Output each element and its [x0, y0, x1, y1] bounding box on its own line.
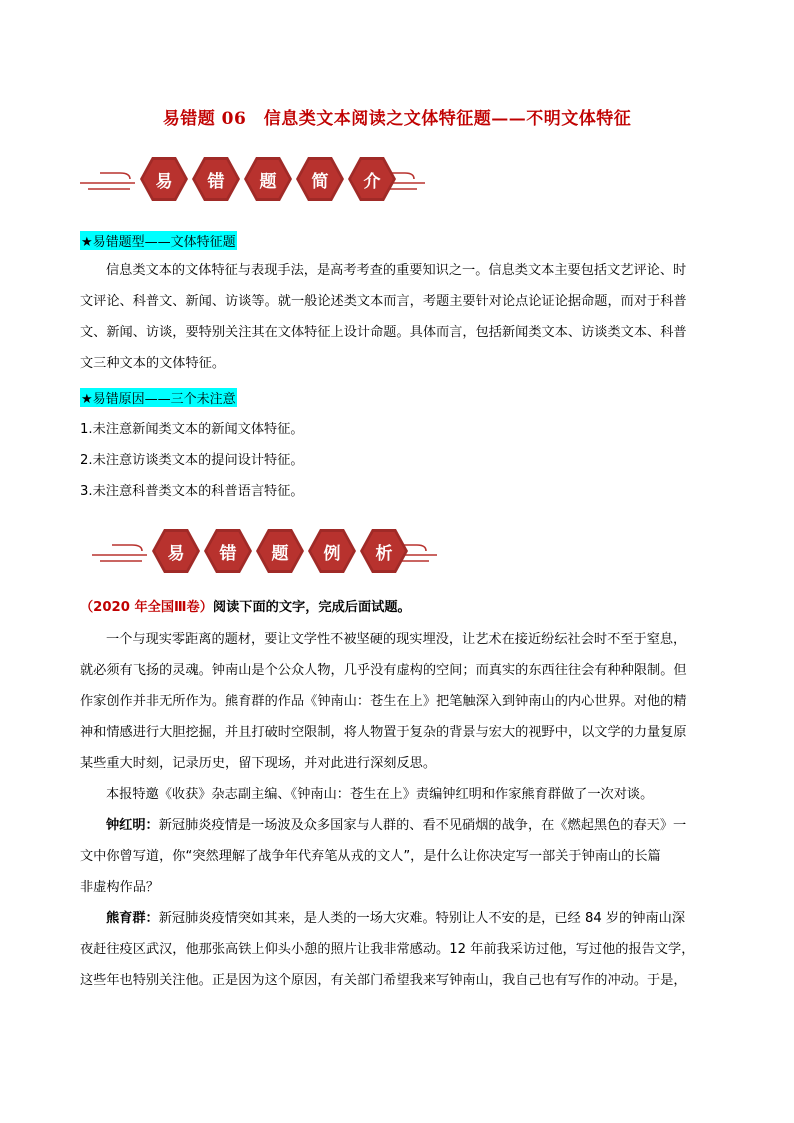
page-title: 易错题 06 信息类文本阅读之文体特征题——不明文体特征: [162, 109, 632, 129]
banner-hexagon: [204, 529, 252, 573]
banner-char: 错: [219, 543, 237, 564]
banner-hexagon: [152, 529, 200, 573]
text-line: 这些年也特别关注他。正是因为这个原因，有关部门希望我来写钟南山，我自己也有写作的冲动。于是，: [80, 973, 687, 988]
banner-char: 错: [207, 171, 225, 192]
intro-line: 信息类文本的文体特征与表现手法，是高考考查的重要知识之一。信息类文本主要包括文艺评论、时: [106, 263, 687, 278]
intro-paragraph: [80, 255, 716, 379]
banner-char: 介: [363, 171, 381, 192]
reason-item: 1.未注意新闻类文本的新闻文体特征。: [80, 422, 304, 437]
reason-heading: ★易错原因——三个未注意: [80, 388, 237, 407]
banner-hexagon: [244, 157, 292, 201]
question-speaker: 钟红明：: [106, 818, 159, 833]
banner-hexagon: [308, 529, 356, 573]
banner-char: 易: [155, 171, 173, 192]
banner-char: 题: [271, 543, 289, 564]
text-line: 就必须有飞扬的灵魂。钟南山是个公众人物，几乎没有虚构的空间；而真实的东西往往会有种种限制。但: [80, 663, 687, 678]
reason-item: 2.未注意访谈类文本的提问设计特征。: [80, 453, 304, 468]
example-heading: [80, 592, 716, 623]
text-line: 新冠肺炎疫情是一场波及众多国家与人群的、看不见硝烟的战争，在《燃起黑色的春天》一: [158, 818, 687, 833]
section-banner-intro: [80, 153, 425, 205]
example-instruction: 阅读下面的文字，完成后面试题。: [212, 600, 411, 615]
type-heading: ★易错题型——文体特征题: [80, 231, 237, 250]
banner-char: 易: [167, 543, 185, 564]
banner-char: 简: [311, 171, 329, 192]
banner-char: 析: [375, 543, 393, 564]
text-line: 一个与现实零距离的题材，要让文学性不被坚硬的现实埋没，让艺术在接近纷纭社会时不至于窒息，: [106, 632, 687, 647]
banner-hexagon: [296, 157, 344, 201]
banner-hexagon: [360, 529, 408, 573]
text-line: 文中你曾写道，你“突然理解了战争年代弃笔从戎的文人”，是什么让你决定写一部关于钟南山的长篇: [80, 849, 661, 864]
answer-speaker: 熊育群：: [106, 911, 159, 926]
reason-item: 3.未注意科普类文本的科普语言特征。: [80, 484, 304, 499]
text-line: 神和情感进行大胆挖掘，并且打破时空限制，将人物置于复杂的背景与宏大的视野中，以文学的力量复原: [80, 725, 687, 740]
intro-line: 文三种文本的文体特征。: [80, 356, 226, 371]
text-line: 作家创作并非无所作为。熊育群的作品《钟南山：苍生在上》把笔触深入到钟南山的内心世界。对他的精: [80, 694, 687, 709]
banner-char: 例: [323, 543, 341, 564]
text-line: 某些重大时刻，记录历史，留下现场，并对此进行深刻反思。: [80, 756, 437, 771]
intro-line: 文评论、科普文、新闻、访谈等。就一般论述类文本而言，考题主要针对论点论证论据命题，而对于科普: [80, 294, 687, 309]
text-line: 非虚构作品？: [80, 880, 160, 895]
banner-char: 题: [259, 171, 277, 192]
reason-list: [80, 414, 716, 507]
text-line: 夜赶往疫区武汉，他那张高铁上仰头小憩的照片让我非常感动。12 年前我采访过他，写过他的报告文学，: [80, 942, 695, 957]
intro-line: 文、新闻、访谈，要特别关注其在文体特征上设计命题。具体而言，包括新闻类文本、访谈类文本、科普: [80, 325, 687, 340]
text-line: 本报特邀《收获》杂志副主编、《钟南山：苍生在上》责编钟红明和作家熊育群做了一次对谈。: [106, 787, 654, 802]
example-source: （2020 年全国Ⅲ卷）: [80, 600, 213, 615]
section-banner-example: [92, 525, 437, 577]
example-paragraph-1: [80, 624, 716, 996]
banner-hexagon: [348, 157, 396, 201]
text-line: 新冠肺炎疫情突如其来，是人类的一场大灾难。特别让人不安的是，已经 84 岁的钟南山深: [158, 911, 686, 926]
banner-hexagon: [140, 157, 188, 201]
banner-hexagon: [256, 529, 304, 573]
banner-hexagon: [192, 157, 240, 201]
